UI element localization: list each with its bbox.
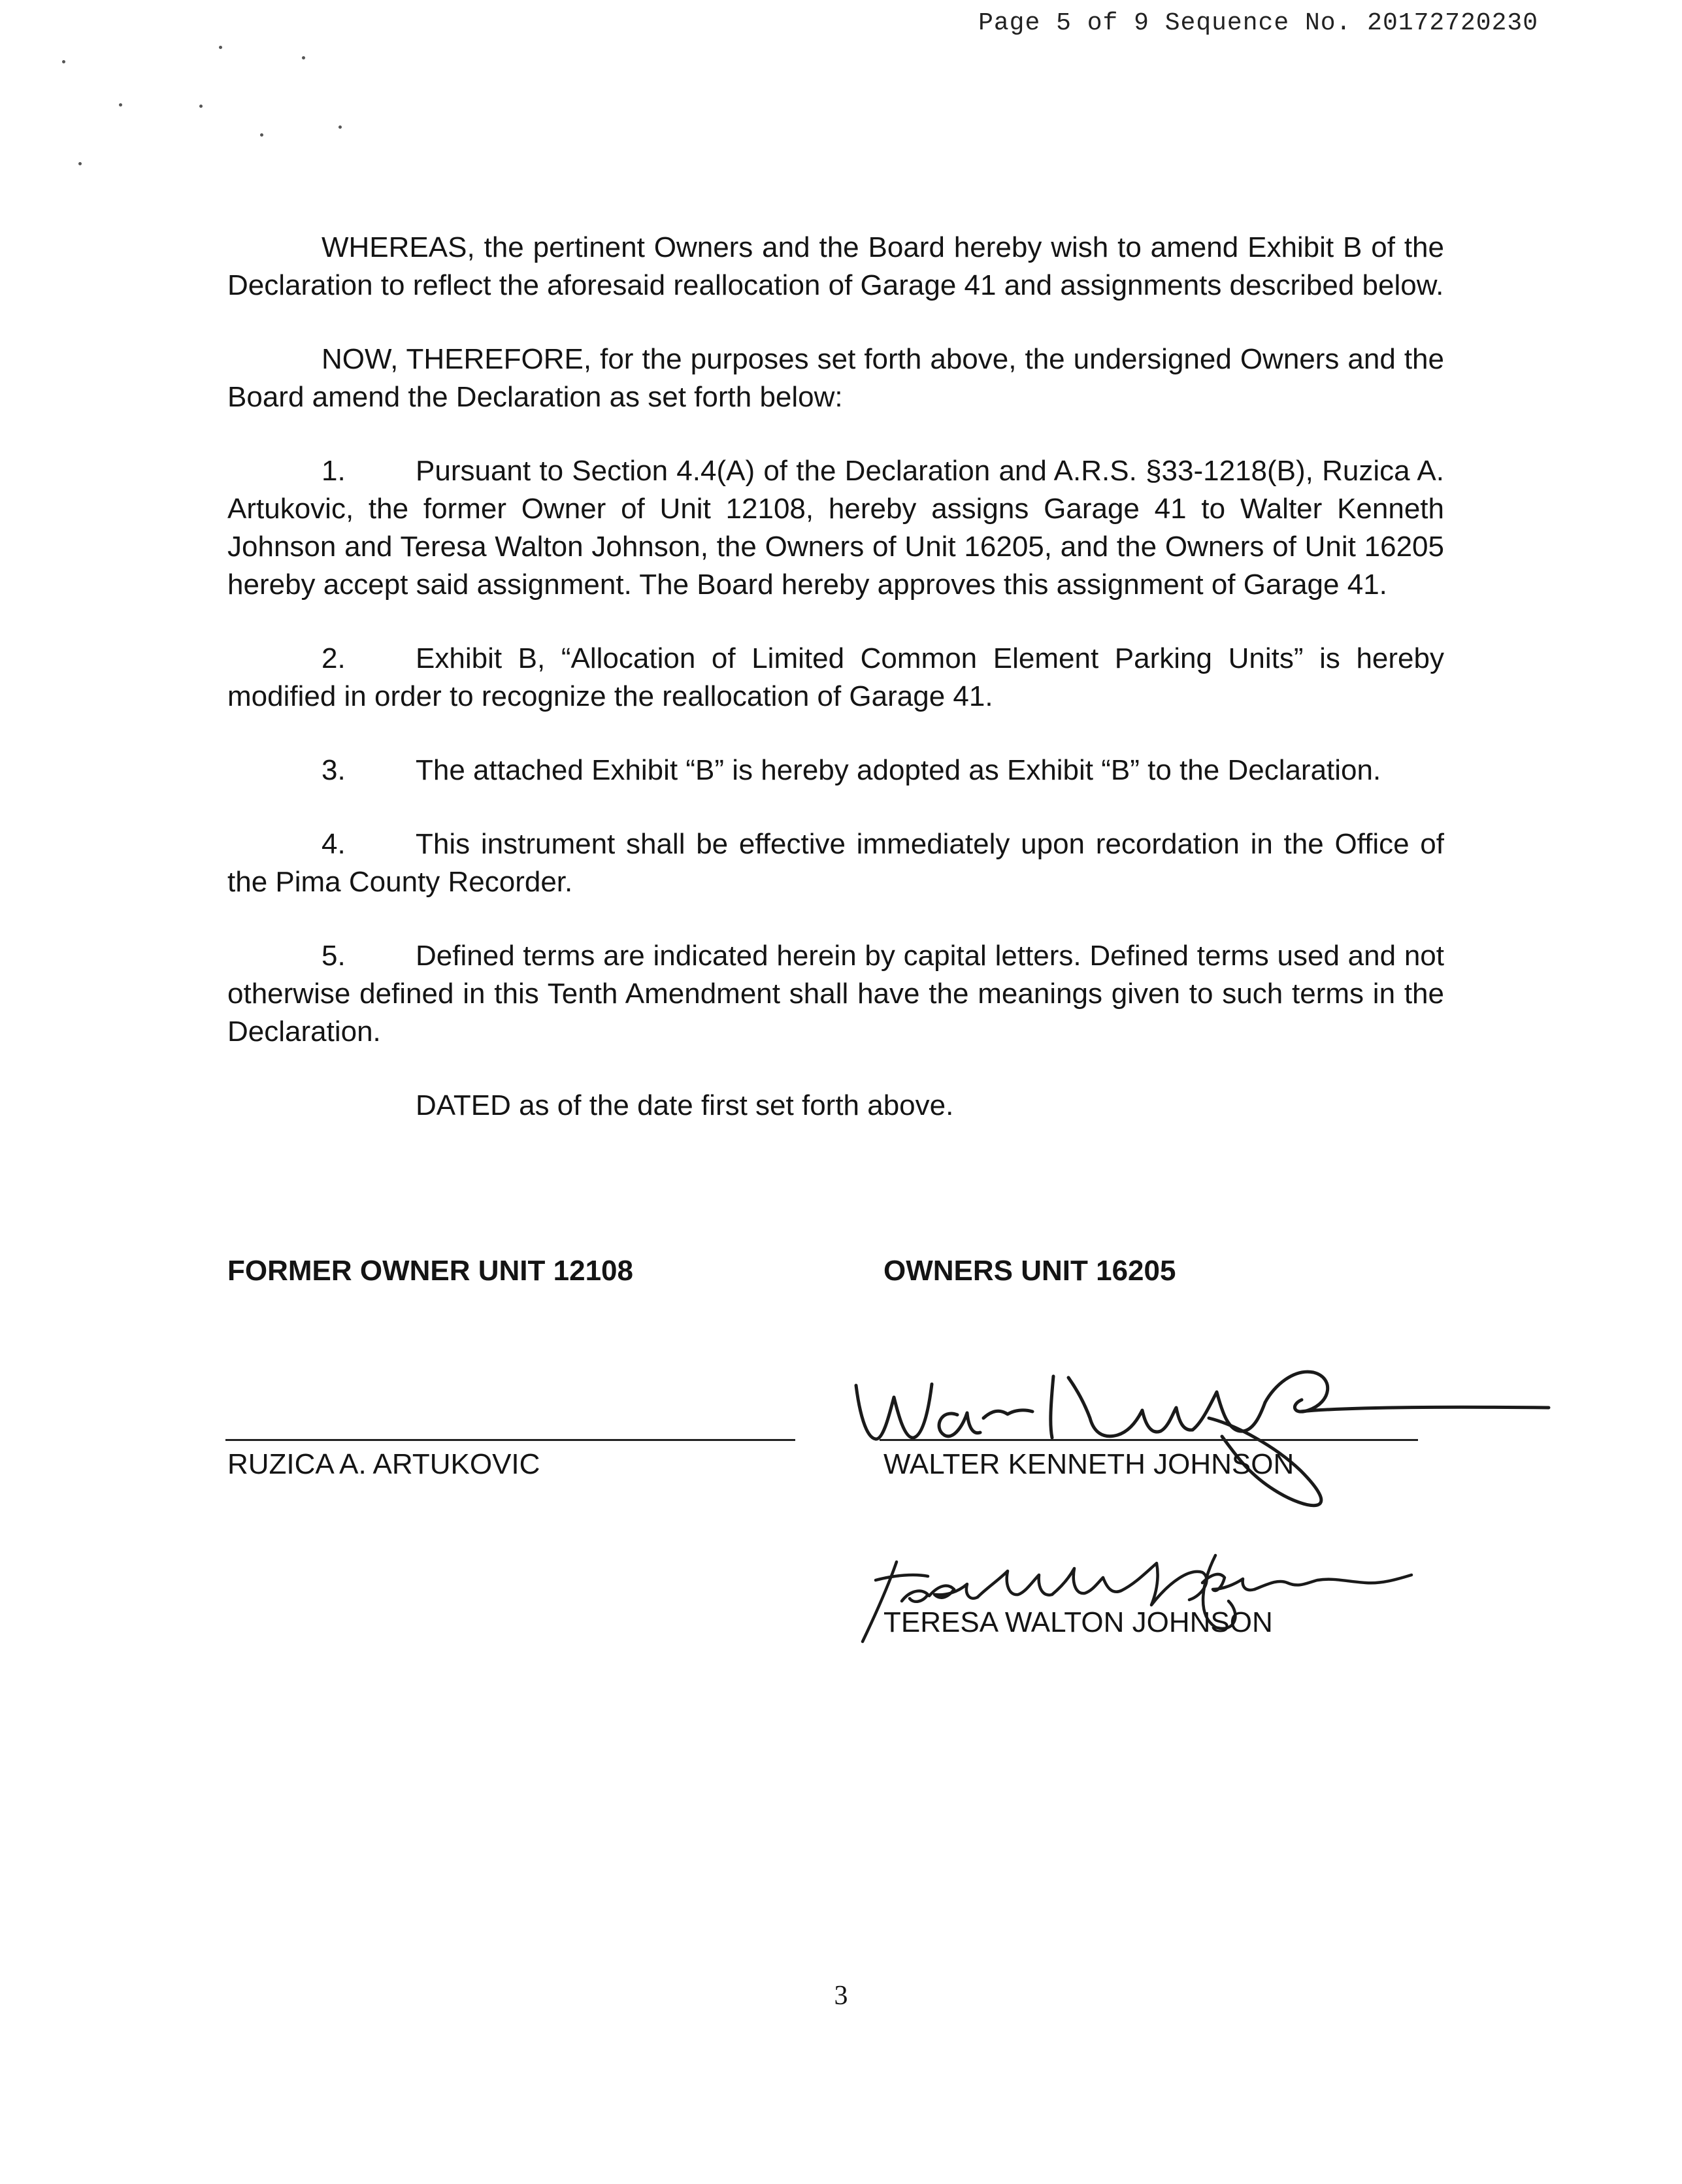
owners-heading: OWNERS UNIT 16205 (883, 1255, 1176, 1287)
signer-name-walter-johnson: WALTER KENNETH JOHNSON (883, 1448, 1294, 1480)
whereas-paragraph: WHEREAS, the pertinent Owners and the Board hereby wish to amend Exhibit B of the Declaration to reflect the aforesaid reallocation of Garage 41 and assignments described below. (227, 231, 1444, 301)
signer-name-teresa-johnson: TERESA WALTON JOHNSON (883, 1606, 1273, 1638)
scan-speck (302, 56, 305, 59)
scan-speck (260, 133, 263, 137)
numbered-item-3: 3. The attached Exhibit “B” is hereby adopted as Exhibit “B” to the Declaration. (322, 754, 1381, 786)
former-owner-heading: FORMER OWNER UNIT 12108 (227, 1255, 633, 1287)
scan-speck (219, 46, 222, 49)
scan-speck (338, 125, 342, 129)
signature-walter-johnson (843, 1340, 1555, 1536)
dated-line: DATED as of the date first set forth above. (416, 1089, 954, 1121)
scan-speck (119, 103, 122, 107)
signer-name-artukovic: RUZICA A. ARTUKOVIC (227, 1448, 540, 1480)
document-body (227, 229, 1444, 1161)
page-number: 3 (834, 1981, 848, 2011)
signature-line-artukovic (225, 1439, 795, 1441)
numbered-item-4: 4. This instrument shall be effective immediately upon recordation in the Office of the Pima County Recorder. (227, 828, 1444, 898)
recording-stamp: Page 5 of 9 Sequence No. 20172720230 (978, 9, 1538, 37)
numbered-item-5: 5. Defined terms are indicated herein by capital letters. Defined terms used and not otherwise defined in this Tenth Amendment shall have the meanings given to such terms in the Declaration. (227, 940, 1444, 1048)
numbered-item-1: 1. Pursuant to Section 4.4(A) of the Declaration and A.R.S. §33-1218(B), Ruzica A. Artukovic, the former Owner of Unit 12108, hereby assigns Garage 41 to Walter Kenneth Johnson and Teresa Walton Johnson, the Owners of Unit 16205, and the Owners of Unit 16205 hereby accept said assignment. The Board hereby approves this assignment of Garage 41. (227, 455, 1444, 601)
now-therefore-paragraph: NOW, THEREFORE, for the purposes set forth above, the undersigned Owners and the Board amend the Declaration as set forth below: (227, 343, 1444, 413)
scan-speck (62, 60, 65, 63)
scan-speck (199, 105, 203, 108)
numbered-item-2: 2. Exhibit B, “Allocation of Limited Common Element Parking Units” is hereby modified in order to recognize the reallocation of Garage 41. (227, 642, 1444, 712)
scan-speck (78, 162, 82, 165)
signature-line-walter-johnson (880, 1439, 1418, 1441)
